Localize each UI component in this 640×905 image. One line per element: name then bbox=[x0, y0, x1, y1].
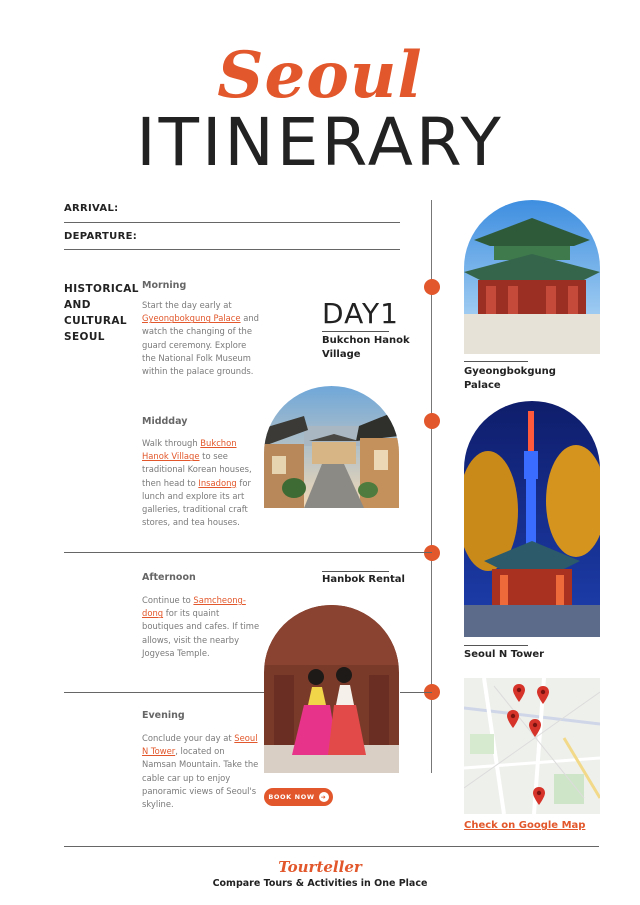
map-pin-icon bbox=[533, 787, 545, 805]
day-subtitle: Bukchon Hanok Village bbox=[322, 335, 410, 360]
map-pin-icon bbox=[513, 684, 525, 702]
hanbok-photo bbox=[264, 605, 399, 773]
arrow-icon: ➜ bbox=[319, 792, 329, 802]
samcheong-link[interactable]: Samcheong-dong bbox=[142, 595, 246, 619]
arrival-label: ARRIVAL: bbox=[64, 203, 119, 214]
script-title: Seoul bbox=[217, 38, 423, 113]
map-pin-icon bbox=[537, 686, 549, 704]
footer-brand[interactable]: Tourteller bbox=[278, 858, 362, 876]
midday-text: Walk through Bukchon Hanok Village to see traditional Korean houses, then head to Insadong for lunch and explore its art galleries, traditional craft stores, and tea houses. bbox=[142, 438, 252, 528]
palace-caption: Gyeongbokgung Palace bbox=[464, 366, 556, 391]
timeline-dot bbox=[424, 413, 440, 429]
hanbok-rule bbox=[322, 571, 389, 572]
n-tower-photo bbox=[464, 401, 600, 637]
bukchon-photo bbox=[264, 386, 399, 508]
departure-line[interactable] bbox=[64, 249, 400, 250]
divider bbox=[400, 692, 432, 693]
tower-caption: Seoul N Tower bbox=[464, 649, 545, 660]
midday-label: Middday bbox=[142, 416, 188, 427]
hanbok-title: Hanbok Rental bbox=[322, 574, 405, 585]
map-pin-icon bbox=[507, 710, 519, 728]
divider bbox=[64, 552, 432, 553]
insadong-link[interactable]: Insadong bbox=[198, 477, 237, 488]
main-title: ITINERARY bbox=[136, 104, 504, 181]
palace-rule bbox=[464, 361, 528, 362]
divider bbox=[64, 692, 264, 693]
evening-text: Conclude your day at Seoul N Tower, located on Namsan Mountain. Take the cable car up to enjoy panoramic views of Seoul's skyline. bbox=[142, 733, 259, 810]
arrival-line[interactable] bbox=[64, 222, 400, 223]
gyeongbokgung-photo bbox=[464, 200, 600, 354]
day-title: DAY1 bbox=[322, 297, 399, 330]
morning-text: Start the day early at Gyeongbokgung Palace and watch the changing of the guard ceremony. Explore the National Folk Museum within the palace grounds. bbox=[142, 300, 259, 377]
n-tower-link[interactable]: Seoul N Tower bbox=[142, 733, 258, 757]
map-thumbnail[interactable] bbox=[464, 678, 600, 814]
bukchon-link[interactable]: Bukchon Hanok Village bbox=[142, 438, 237, 462]
tower-rule bbox=[464, 645, 528, 646]
evening-label: Evening bbox=[142, 710, 185, 721]
google-map-link[interactable]: Check on Google Map bbox=[464, 820, 586, 831]
section-title: HISTORICAL AND CULTURAL SEOUL bbox=[64, 283, 139, 343]
timeline-dot bbox=[424, 279, 440, 295]
book-now-button[interactable]: BOOK NOW ➜ bbox=[264, 788, 333, 806]
gyeongbokgung-link[interactable]: Gyeongbokgung Palace bbox=[142, 313, 241, 324]
day-rule bbox=[322, 331, 389, 332]
footer-tagline: Compare Tours & Activities in One Place bbox=[212, 878, 428, 889]
departure-label: DEPARTURE: bbox=[64, 231, 138, 242]
morning-label: Morning bbox=[142, 280, 187, 291]
footer-divider bbox=[64, 846, 599, 847]
timeline-dot bbox=[424, 545, 440, 561]
afternoon-text: Continue to Samcheong-dong for its quaint boutiques and cafes. If time allows, visit the nearby Jogyesa Temple. bbox=[142, 595, 260, 658]
afternoon-label: Afternoon bbox=[142, 572, 196, 583]
map-pin-icon bbox=[529, 719, 541, 737]
